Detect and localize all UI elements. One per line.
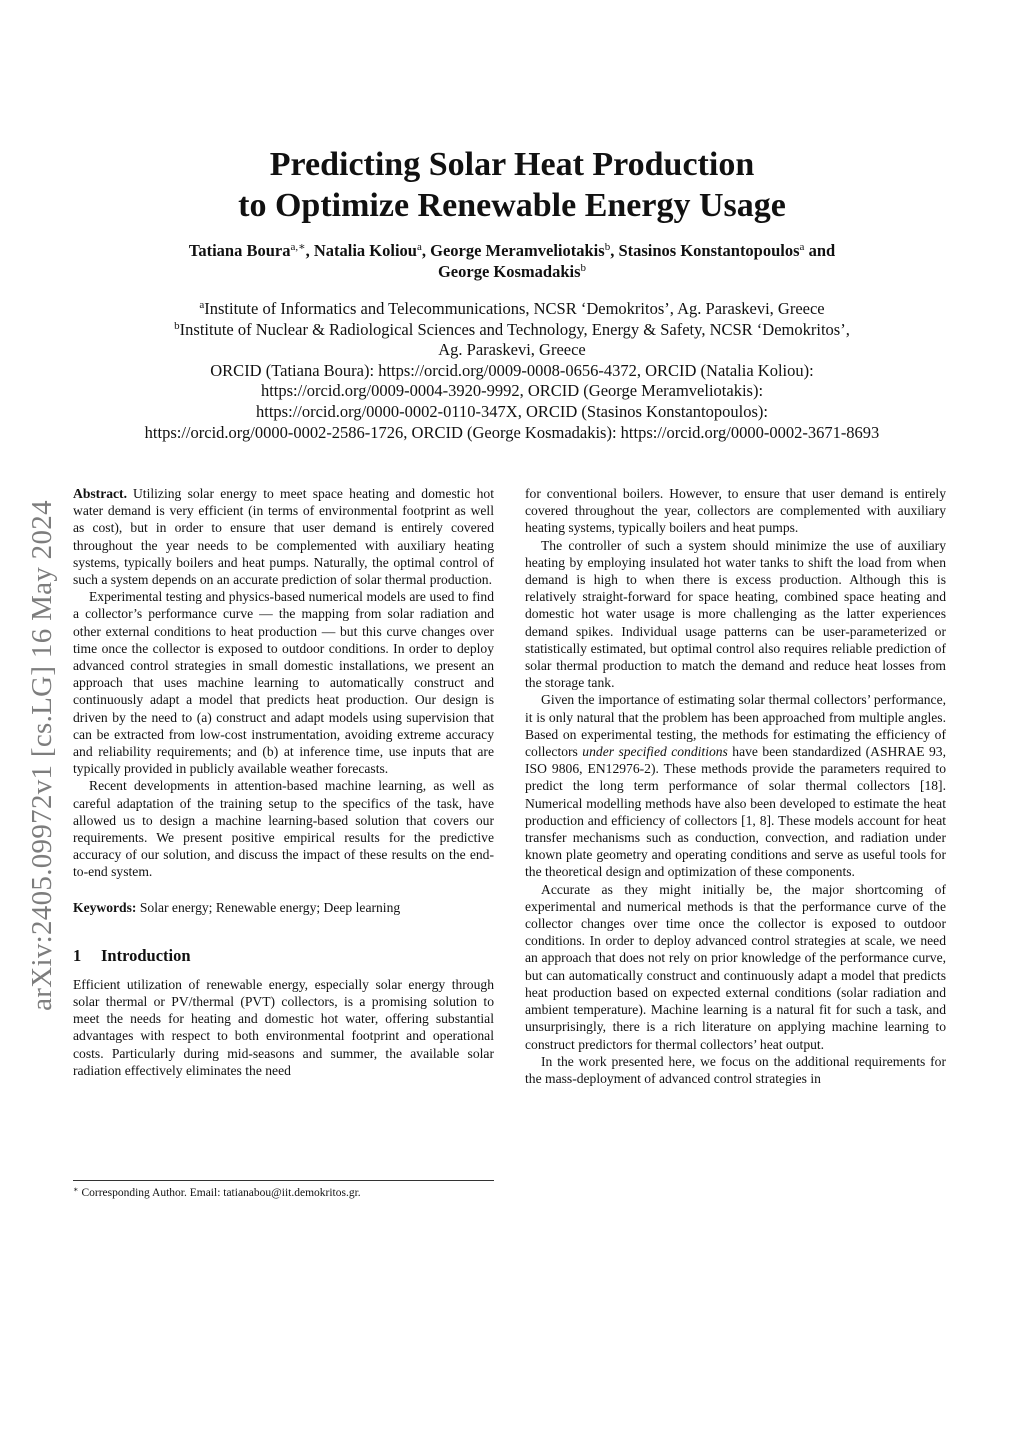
author-affil-mark: b [580,262,587,274]
abstract-paragraph: Abstract. Utilizing solar energy to meet space heating and domestic hot water demand is very efficient (in terms of environmental footprint as well as cost), but in order to ensure that user demand is entirely covered throughout the year needs to be complemented with auxiliary heating systems, typically boilers and heat pumps. Naturally, the optimal control of such a system depends on an accurate prediction of solar thermal production. [73,486,494,588]
affiliation-b: $^b$Institute of Nuclear & Radiological Sciences and Technology, Energy & Safety, NCSR ‘Demokritos’, [174,319,850,339]
abstract-paragraph: Recent developments in attention-based machine learning, as well as careful adaptation of the training setup to the specifics of the task, have allowed us to design a machine learning-based solution that covers our requirements. We present positive empirical results for the predictive accuracy of our solution, and discuss the impact of these results on the end-to-end system. [73,778,494,880]
footnote-mark: ∗ [73,1185,79,1194]
body-paragraph: Accurate as they might initially be, the major shortcoming of experimental and numerical methods is that the performance curve of the collector changes over time once the collector is exposed to outdoor conditions. In order to deploy advanced control strategies at scale, we need an approach that does not rely on prior knowledge of the performance curve, but can automatically construct and continuously adapt a model that predicts heat production based on expected external conditions (solar radiation and ambient temperature). Machine learning is a natural fit for such a task, and unsurprisingly, there is a rich literature on applying machine learning to construct predictors for thermal collectors’ heat output. [525,881,946,1052]
author-affil-mark: b [604,241,611,253]
body-paragraph: In the work presented here, we focus on the additional requirements for the mass-deployment of advanced control strategies in [525,1053,946,1086]
affiliation-b-cont: Ag. Paraskevi, Greece [438,340,586,360]
author-name: , George Meramveliotakis [421,241,605,260]
arxiv-id: arXiv:2405.09972v1 [cs.LG] 16 May 2024 [25,499,58,1011]
affiliation-a: $^a$Institute of Informatics and Telecommunications, NCSR ‘Demokritos’, Ag. Paraskevi, Greece [199,299,825,318]
section-number: 1 [73,945,82,965]
author-affil-mark: a [416,241,422,253]
title-line-1: Predicting Solar Heat Production [269,146,755,183]
right-column [525,485,946,1087]
body-paragraph: for conventional boilers. However, to ensure that user demand is entirely covered throughout the year, collectors are complemented with auxiliary heating systems, typically boilers and heat pumps. [525,486,946,536]
footnote [73,1186,494,1200]
footnote-rule [73,1180,494,1181]
title-line-2: to Optimize Renewable Energy Usage [238,187,786,224]
footnote-text: Corresponding Author. Email: tatianabou@iit.demokritos.gr. [81,1187,361,1199]
paper-title [0,144,1024,226]
body-paragraph: Given the importance of estimating solar thermal collectors’ performance, it is only natural that the problem has been approached from multiple angles. Based on experimental testing, the methods for estimating the efficiency of collectors under specified conditions have been standardized (ASHRAE 93, ISO 9806, EN12976-2). These methods provide the parameters required to predict the long term performance of solar thermal collectors [18]. Numerical modelling methods have also been developed to estimate the heat production and efficiency of collectors [1, 8]. These models account for heat transfer mechanisms such as conduction, convection, and radiation under known plate geometry and operating conditions and serve as useful tools for the theoretical design and optimization of these components. [525,692,946,880]
orcid-line: https://orcid.org/0009-0004-3920-9992, ORCID (George Meramveliotakis): [260,381,764,401]
author-name: , Stasinos Konstantopoulos [610,241,800,260]
author-affil-mark: a [799,241,805,253]
author-conjunction: and [804,241,836,260]
author-list [100,240,924,282]
emphasis: under specified conditions [582,744,728,760]
author-name: George Kosmadakis [437,262,581,281]
section-title: Introduction [101,945,191,965]
abstract-label: Abstract. [73,486,127,501]
orcid-line: https://orcid.org/0000-0002-0110-347X, ORCID (Stasinos Konstantopoulos): [256,401,768,421]
orcid-line: https://orcid.org/0000-0002-2586-1726, ORCID (George Kosmadakis): https://orcid.org/0000-0002-3671-8693 [144,422,880,442]
orcid-line: ORCID (Tatiana Boura): https://orcid.org/0009-0008-0656-4372, ORCID (Natalia Koliou): [210,360,814,380]
author-affil-mark: a,∗ [290,241,306,253]
section-heading [73,946,494,966]
left-column [73,485,494,1079]
affiliations [40,299,984,443]
abstract-paragraph: Experimental testing and physics-based numerical models are used to find a collector’s performance curve — the mapping from solar radiation and other external conditions to heat production — but this curve changes over time once the collector is exposed to outdoor conditions. In order to deploy advanced control strategies in small domestic installations, we present an approach that uses machine learning to automatically construct and continuously adapt a model that predicts heat production. Our design is driven by the need to (a) construct and adapt models using supervision that can be extracted from low-cost instrumentation, avoiding extreme accuracy and reliability requirements; and (b) at inference time, use inputs that are typically provided in publicly available weather forecasts. [73,589,494,777]
body-paragraph: Efficient utilization of renewable energy, especially solar energy through solar thermal or PV/thermal (PVT) collectors, is a promising solution to meet the needs for heating and domestic hot water, offering substantial advantages with respect to both environmental footprint and operational costs. Particularly during mid-seasons and summer, the available solar radiation effectively eliminates the need [73,976,494,1078]
author-name: , Natalia Koliou [305,241,417,260]
author-name: Tatiana Boura [188,241,291,260]
arxiv-stamp [4,452,80,1058]
keywords: Keywords: Solar energy; Renewable energy; Deep learning [73,899,401,915]
body-paragraph: The controller of such a system should minimize the use of auxiliary heating by employing insulated hot water tanks to shift the load from when demand is high to when there is excess production. Although this is relatively straight-forward for space heating, combined space heating and domestic hot water usage is more challenging as the latter experiences demand spikes. Individual usage patterns can be user-parameterized or statistically estimated, but optimal control also requires reliable prediction of solar thermal production to match the demand and reduce heat losses from the storage tank. [525,537,946,691]
keywords-label: Keywords: [73,899,137,915]
